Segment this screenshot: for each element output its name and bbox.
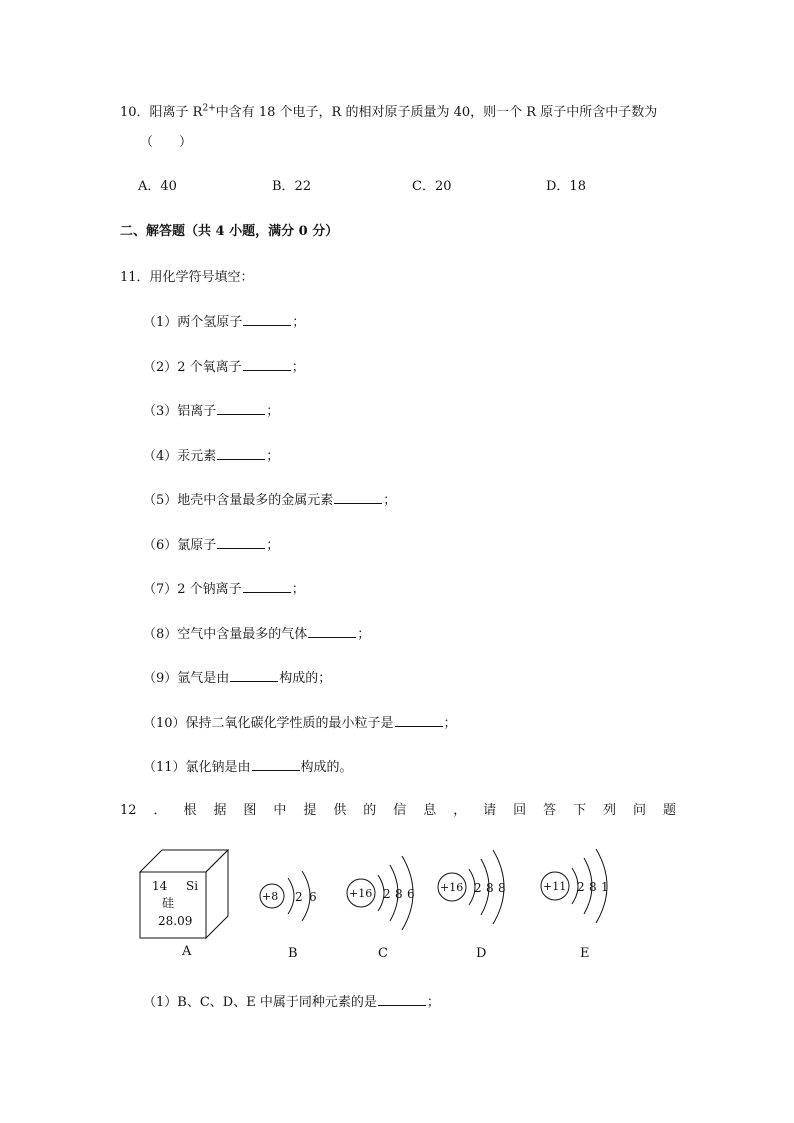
atom-diagram-c: [347, 856, 415, 930]
figure-label-a: A: [182, 944, 192, 959]
atom-diagram-d: [438, 850, 506, 924]
q12-char: 的: [363, 803, 377, 818]
q11-item-4: [143, 447, 279, 466]
q12-char: 根: [183, 803, 197, 818]
shell-electrons: 8: [589, 880, 597, 894]
shell-electrons: 2: [474, 881, 482, 895]
q10-option-d: D．18: [546, 179, 586, 194]
shell-electrons: 6: [309, 890, 317, 904]
shell-electrons: 2: [577, 880, 585, 894]
q11-item-7: [143, 580, 305, 599]
q10-paren: （ ）: [140, 135, 193, 150]
q11-item-text: （8）空气中含量最多的气体: [143, 627, 308, 642]
q12-char: 图: [243, 803, 257, 818]
q11-item-text: （3）铝离子: [143, 404, 217, 419]
figure-label-e: E: [580, 946, 590, 961]
q12-char: 题: [662, 803, 676, 818]
nucleus-charge: +16: [349, 887, 373, 900]
q12-char: ．: [153, 803, 167, 818]
answer-blank[interactable]: [252, 758, 300, 771]
q10-charge: 2+: [202, 103, 216, 114]
q12-char: 下: [573, 803, 587, 818]
answer-blank[interactable]: [217, 536, 265, 549]
q11-item-text: （5）地壳中含量最多的金属元素: [143, 493, 334, 508]
q12-char: 息: [423, 803, 437, 818]
q11-item-suffix: ；: [292, 315, 306, 330]
q12-char: 请: [483, 803, 497, 818]
q11-item-11: [143, 758, 353, 777]
q11-item-suffix: ；: [357, 627, 371, 642]
q10-option-a: A．40: [138, 179, 177, 194]
q12-char: 列: [603, 803, 617, 818]
answer-blank[interactable]: [308, 625, 356, 638]
answer-blank[interactable]: [378, 993, 426, 1006]
q11-intro: 11．用化学符号填空：: [120, 270, 254, 285]
answer-blank[interactable]: [243, 358, 291, 371]
answer-blank[interactable]: [243, 580, 291, 593]
q11-item-suffix: 构成的。: [300, 760, 353, 775]
q12-sub-1: [143, 993, 440, 1012]
atom-diagram-b: [260, 871, 317, 921]
q11-item-10: [143, 714, 457, 733]
nucleus-charge: +11: [543, 880, 567, 893]
q12-char: 供: [333, 803, 347, 818]
figure-label-c: C: [378, 946, 388, 961]
q12-sub-text: （1）B、C、D、E 中属于同种元素的是: [143, 995, 377, 1010]
q12-char: 提: [303, 803, 317, 818]
shell-electrons: 6: [407, 887, 415, 901]
answer-blank[interactable]: [395, 714, 443, 727]
q12-char: 12: [120, 803, 137, 818]
q11-item-2: [143, 358, 305, 377]
answer-blank[interactable]: [334, 491, 382, 504]
q12-char: 据: [213, 803, 227, 818]
q11-item-text: （1）两个氢原子: [143, 315, 243, 330]
element-symbol: Si: [186, 879, 199, 893]
shell-electrons: 8: [395, 887, 403, 901]
q11-item-9: [143, 669, 331, 688]
nucleus-charge: +16: [440, 881, 464, 894]
figure-label-d: D: [476, 946, 487, 961]
answer-blank[interactable]: [217, 402, 265, 415]
q11-item-text: （10）保持二氧化碳化学性质的最小粒子是: [143, 716, 394, 731]
q11-item-text: （2）2 个氧离子: [143, 360, 242, 375]
q11-item-suffix: ；: [443, 716, 457, 731]
q12-figure: [0, 840, 794, 990]
answer-blank[interactable]: [243, 313, 291, 326]
figure-label-b: B: [288, 946, 298, 961]
q11-item-suffix: ；: [383, 493, 397, 508]
shell-electrons: 2: [295, 890, 303, 904]
element-number: 14: [152, 879, 168, 893]
answer-blank[interactable]: [217, 447, 265, 460]
q11-item-text: （7）2 个钠离子: [143, 582, 242, 597]
shell-electrons: 1: [601, 880, 609, 894]
q12-char: 问: [633, 803, 647, 818]
q12-char: 答: [543, 803, 557, 818]
q11-item-suffix: ；: [266, 449, 280, 464]
atom-diagram-e: [541, 849, 609, 923]
q11-item-suffix: ；: [291, 360, 305, 375]
q12-sub-suffix: ；: [426, 995, 440, 1010]
q12-char: ，: [453, 803, 467, 818]
shell-electrons: 2: [383, 887, 391, 901]
element-mass: 28.09: [158, 914, 193, 928]
q11-item-1: [143, 313, 305, 332]
q11-item-suffix: ；: [266, 404, 280, 419]
q11-item-3: [143, 402, 279, 421]
q11-item-suffix: ；: [291, 582, 305, 597]
shell-electrons: 8: [486, 881, 494, 895]
q10-text-before: 阳离子 R: [149, 105, 203, 120]
nucleus-charge: +8: [262, 890, 279, 903]
q10-option-b: B．22: [272, 179, 312, 194]
q10-stem: [120, 104, 657, 122]
q11-item-text: （9）氩气是由: [143, 671, 230, 686]
q11-item-text: （11）氯化钠是由: [143, 760, 251, 775]
section-heading: 二、解答题（共 4 小题，满分 0 分）: [120, 224, 339, 239]
shell-electrons: 8: [498, 881, 506, 895]
q11-item-6: [143, 536, 279, 555]
q11-item-5: [143, 491, 396, 510]
answer-blank[interactable]: [230, 669, 278, 682]
q12-stem: [120, 802, 676, 820]
q11-item-suffix: ；: [266, 538, 280, 553]
q11-item-text: （4）汞元素: [143, 449, 217, 464]
q10-text-after: 中含有 18 个电子，R 的相对原子质量为 40，则一个 R 原子中所含中子数为: [215, 105, 658, 120]
element-cube: [140, 850, 228, 938]
q12-char: 信: [393, 803, 407, 818]
q12-char: 中: [273, 803, 287, 818]
q12-char: 回: [513, 803, 527, 818]
q11-item-text: （6）氯原子: [143, 538, 217, 553]
q11-item-8: [143, 625, 370, 644]
q10-number: 10．: [120, 105, 150, 120]
q11-item-suffix: 构成的；: [279, 671, 332, 686]
element-name: 硅: [162, 896, 175, 910]
q10-option-c: C．20: [412, 179, 452, 194]
